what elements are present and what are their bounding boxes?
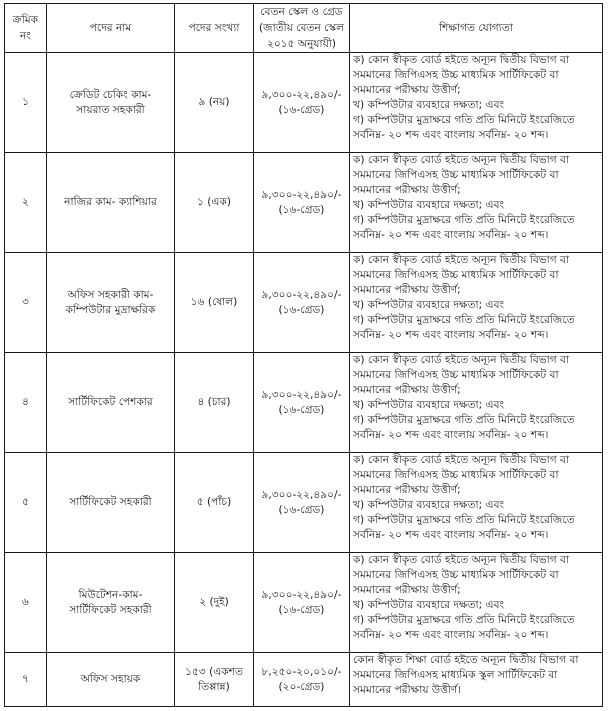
post-name-cell [47,153,175,253]
post-name-cell [47,553,175,653]
qualification-line: গ) কম্পিউটার মুদ্রাক্ষরে গতি প্রতি মিনিটে ইংরেজিতে [353,314,575,326]
pay-grade: (১৬-গ্রেড) [278,103,325,116]
serial-cell: ৩ [5,253,47,353]
pay-scale-cell [254,553,350,653]
qualification-cell [350,353,603,453]
post-name-line: অফিস সহায়ক [80,673,141,685]
qualification-line: সমমানের পরীক্ষায় উত্তীর্ণ। [353,684,461,696]
qualification-line: ক) কোন স্বীকৃত বোর্ড হইতে অন্যূন দ্বিতীয় বিভাগ বা [353,154,570,166]
pay-grade: (১৬-গ্রেড) [278,403,325,416]
qualification-line: সর্বনিম্ন- ২০ শব্দ এবং বাংলায় সর্বনিম্ন- ২০ শব্দ। [353,329,549,341]
pay-range: ৯,৩০০-২২,৪৯০/- [261,388,342,401]
qualification-line: খ) কম্পিউটার ব্যবহারে দক্ষতা; এবং [353,399,505,411]
pay-scale-cell [254,353,350,453]
table-row [5,153,603,253]
qualification-line: সমমানের জিপিএসহ উচ্চ মাধ্যমিক সার্টিফিকেট বা [353,569,559,581]
table-row [5,353,603,453]
post-count-cell: ১ (এক) [175,153,254,253]
post-count-cell: ২ (দুই) [175,553,254,653]
serial-cell: ১ [5,53,47,153]
pay-scale-cell [254,53,350,153]
qualification-line: সর্বনিম্ন- ২০ শব্দ এবং বাংলায় সর্বনিম্ন- ২০ শব্দ। [353,429,549,441]
table-row [5,253,603,353]
pay-range: ৯,৩০০-২২,৪৯০/- [261,188,342,201]
qualification-cell [350,653,603,707]
qualification-line: ক) কোন স্বীকৃত বোর্ড হইতে অন্যূন দ্বিতীয় বিভাগ বা [353,54,570,66]
qualification-line: সমমানের জিপিএসহ মাধ্যমিক স্কুল সার্টিফিকেট বা [353,669,558,681]
post-name-cell [47,353,175,453]
post-name-line: সায়রাত সহকারী [76,103,145,116]
qualification-line: কোন স্বীকৃত শিক্ষা বোর্ড হইতে অন্যূন দ্বিতীয় বিভাগ বা [353,654,579,666]
qualification-line: সর্বনিম্ন- ২০ শব্দ এবং বাংলায় সর্বনিম্ন- ২০ শব্দ। [353,229,549,241]
post-count-cell: ৪ (চার) [175,353,254,453]
qualification-line: খ) কম্পিউটার ব্যবহারে দক্ষতা; এবং [353,99,505,111]
post-name-line: ক্রেডিট চেকিং কাম- [69,88,152,101]
pay-grade: (১৬-গ্রেড) [278,203,325,216]
qualification-cell [350,553,603,653]
qualification-cell [350,253,603,353]
qualification-line: ক) কোন স্বীকৃত বোর্ড হইতে অন্যূন দ্বিতীয় বিভাগ বা [353,554,570,566]
header-pay-scale-line: বেতন স্কেল ও গ্রেড [260,6,343,18]
pay-range: ৯,৩০০-২২,৪৯০/- [261,288,342,301]
qualification-cell [350,153,603,253]
serial-cell: ৬ [5,553,47,653]
pay-grade: (২০-গ্রেড) [278,680,325,693]
pay-scale-cell [254,153,350,253]
qualification-line: খ) কম্পিউটার ব্যবহারে দক্ষতা; এবং [353,299,505,311]
header-pay-scale-line: (জাতীয় বেতন স্কেল [259,22,344,34]
header-qualification: শিক্ষাগত যোগ্যতা [350,4,603,53]
header-serial: ক্রমিক নং [5,4,47,53]
post-name-line: সার্টিফিকেট সহকারী [69,603,152,616]
post-name-cell [47,253,175,353]
qualification-line: সমমানের জিপিএসহ উচ্চ মাধ্যমিক সার্টিফিকেট বা [353,69,559,81]
post-name-line: মিউটেশন-কাম- [78,588,143,601]
qualification-line: সমমানের পরীক্ষায় উত্তীর্ণ; [353,184,461,196]
table-row [5,453,603,553]
qualification-line: সর্বনিম্ন- ২০ শব্দ এবং বাংলায় সর্বনিম্ন- ২০ শব্দ। [353,629,549,641]
qualification-line: খ) কম্পিউটার ব্যবহারে দক্ষতা; এবং [353,499,505,511]
pay-range: ৯,৩০০-২২,৪৯০/- [261,88,342,101]
post-name-cell [47,453,175,553]
table-body [5,53,603,707]
qualification-line: সর্বনিম্ন- ২০ শব্দ এবং বাংলায় সর্বনিম্ন- ২০ শব্দ। [353,529,549,541]
serial-cell: ৪ [5,353,47,453]
recruitment-posts-sheet [4,3,602,707]
header-post-name: পদের নাম [47,4,175,53]
qualification-line: গ) কম্পিউটার মুদ্রাক্ষরে গতি প্রতি মিনিটে ইংরেজিতে [353,114,575,126]
table-row [5,53,603,153]
header-row [5,4,603,53]
post-name-line: সার্টিফিকেট পেশকার [68,396,153,408]
serial-cell: ৭ [5,653,47,707]
qualification-line: ক) কোন স্বীকৃত বোর্ড হইতে অন্যূন দ্বিতীয় বিভাগ বা [353,354,570,366]
pay-grade: (১৬-গ্রেড) [278,303,325,316]
qualification-line: সমমানের পরীক্ষায় উত্তীর্ণ; [353,584,461,596]
qualification-line: সমমানের পরীক্ষায় উত্তীর্ণ; [353,84,461,96]
post-count-cell: ৯ (নয়) [175,53,254,153]
header-post-count: পদের সংখ্যা [175,4,254,53]
post-name-line: সার্টিফিকেট সহকারী [69,496,152,508]
qualification-line: গ) কম্পিউটার মুদ্রাক্ষরে গতি প্রতি মিনিটে ইংরেজিতে [353,614,575,626]
qualification-line: গ) কম্পিউটার মুদ্রাক্ষরে গতি প্রতি মিনিটে ইংরেজিতে [353,214,575,226]
pay-scale-cell [254,653,350,707]
pay-range: ৮,২৫০-২০,০১০/- [261,665,342,678]
qualification-cell [350,53,603,153]
qualification-line: সর্বনিম্ন- ২০ শব্দ এবং বাংলায় সর্বনিম্ন- ২০ শব্দ। [353,129,549,141]
pay-range: ৯,৩০০-২২,৪৯০/- [261,488,342,501]
qualification-line: খ) কম্পিউটার ব্যবহারে দক্ষতা; এবং [353,599,505,611]
qualification-line: ক) কোন স্বীকৃত বোর্ড হইতে অন্যূন দ্বিতীয় বিভাগ বা [353,454,570,466]
post-name-line: অফিস সহকারী কাম- [67,288,154,301]
qualification-line: সমমানের জিপিএসহ উচ্চ মাধ্যমিক সার্টিফিকেট বা [353,269,559,281]
header-pay-scale-line: ২০১৫ অনুযায়ী) [267,38,336,50]
table-header [5,4,603,53]
pay-grade: (১৬-গ্রেড) [278,503,325,516]
post-name-line: কম্পিউটার মুদ্রাক্ষরিক [65,303,156,316]
post-count-cell: ১৬ (ষোল) [175,253,254,353]
post-name-cell [47,653,175,707]
qualification-line: সমমানের জিপিএসহ উচ্চ মাধ্যমিক সার্টিফিকেট বা [353,469,559,481]
qualification-line: সমমানের পরীক্ষায় উত্তীর্ণ; [353,484,461,496]
qualification-line: ক) কোন স্বীকৃত বোর্ড হইতে অন্যূন দ্বিতীয় বিভাগ বা [353,254,570,266]
qualification-line: গ) কম্পিউটার মুদ্রাক্ষরে গতি প্রতি মিনিটে ইংরেজিতে [353,514,575,526]
post-name-cell [47,53,175,153]
qualification-line: গ) কম্পিউটার মুদ্রাক্ষরে গতি প্রতি মিনিটে ইংরেজিতে [353,414,575,426]
qualification-line: সমমানের জিপিএসহ উচ্চ মাধ্যমিক সার্টিফিকেট বা [353,169,559,181]
header-pay-scale [254,4,350,53]
table-row [5,653,603,707]
posts-table [4,3,603,707]
qualification-line: খ) কম্পিউটার ব্যবহারে দক্ষতা; এবং [353,199,505,211]
post-count-cell: ৫ (পাঁচ) [175,453,254,553]
post-name-line: নাজির কাম- ক্যাশিয়ার [64,196,157,208]
post-count-cell: ১৫৩ (একশত তিপ্পান্ন) [175,653,254,707]
pay-scale-cell [254,453,350,553]
serial-cell: ২ [5,153,47,253]
serial-cell: ৫ [5,453,47,553]
pay-range: ৯,৩০০-২২,৪৯০/- [261,588,342,601]
table-row [5,553,603,653]
qualification-cell [350,453,603,553]
qualification-line: সমমানের পরীক্ষায় উত্তীর্ণ; [353,384,461,396]
pay-scale-cell [254,253,350,353]
qualification-line: সমমানের জিপিএসহ উচ্চ মাধ্যমিক সার্টিফিকেট বা [353,369,559,381]
qualification-line: সমমানের পরীক্ষায় উত্তীর্ণ; [353,284,461,296]
pay-grade: (১৬-গ্রেড) [278,603,325,616]
